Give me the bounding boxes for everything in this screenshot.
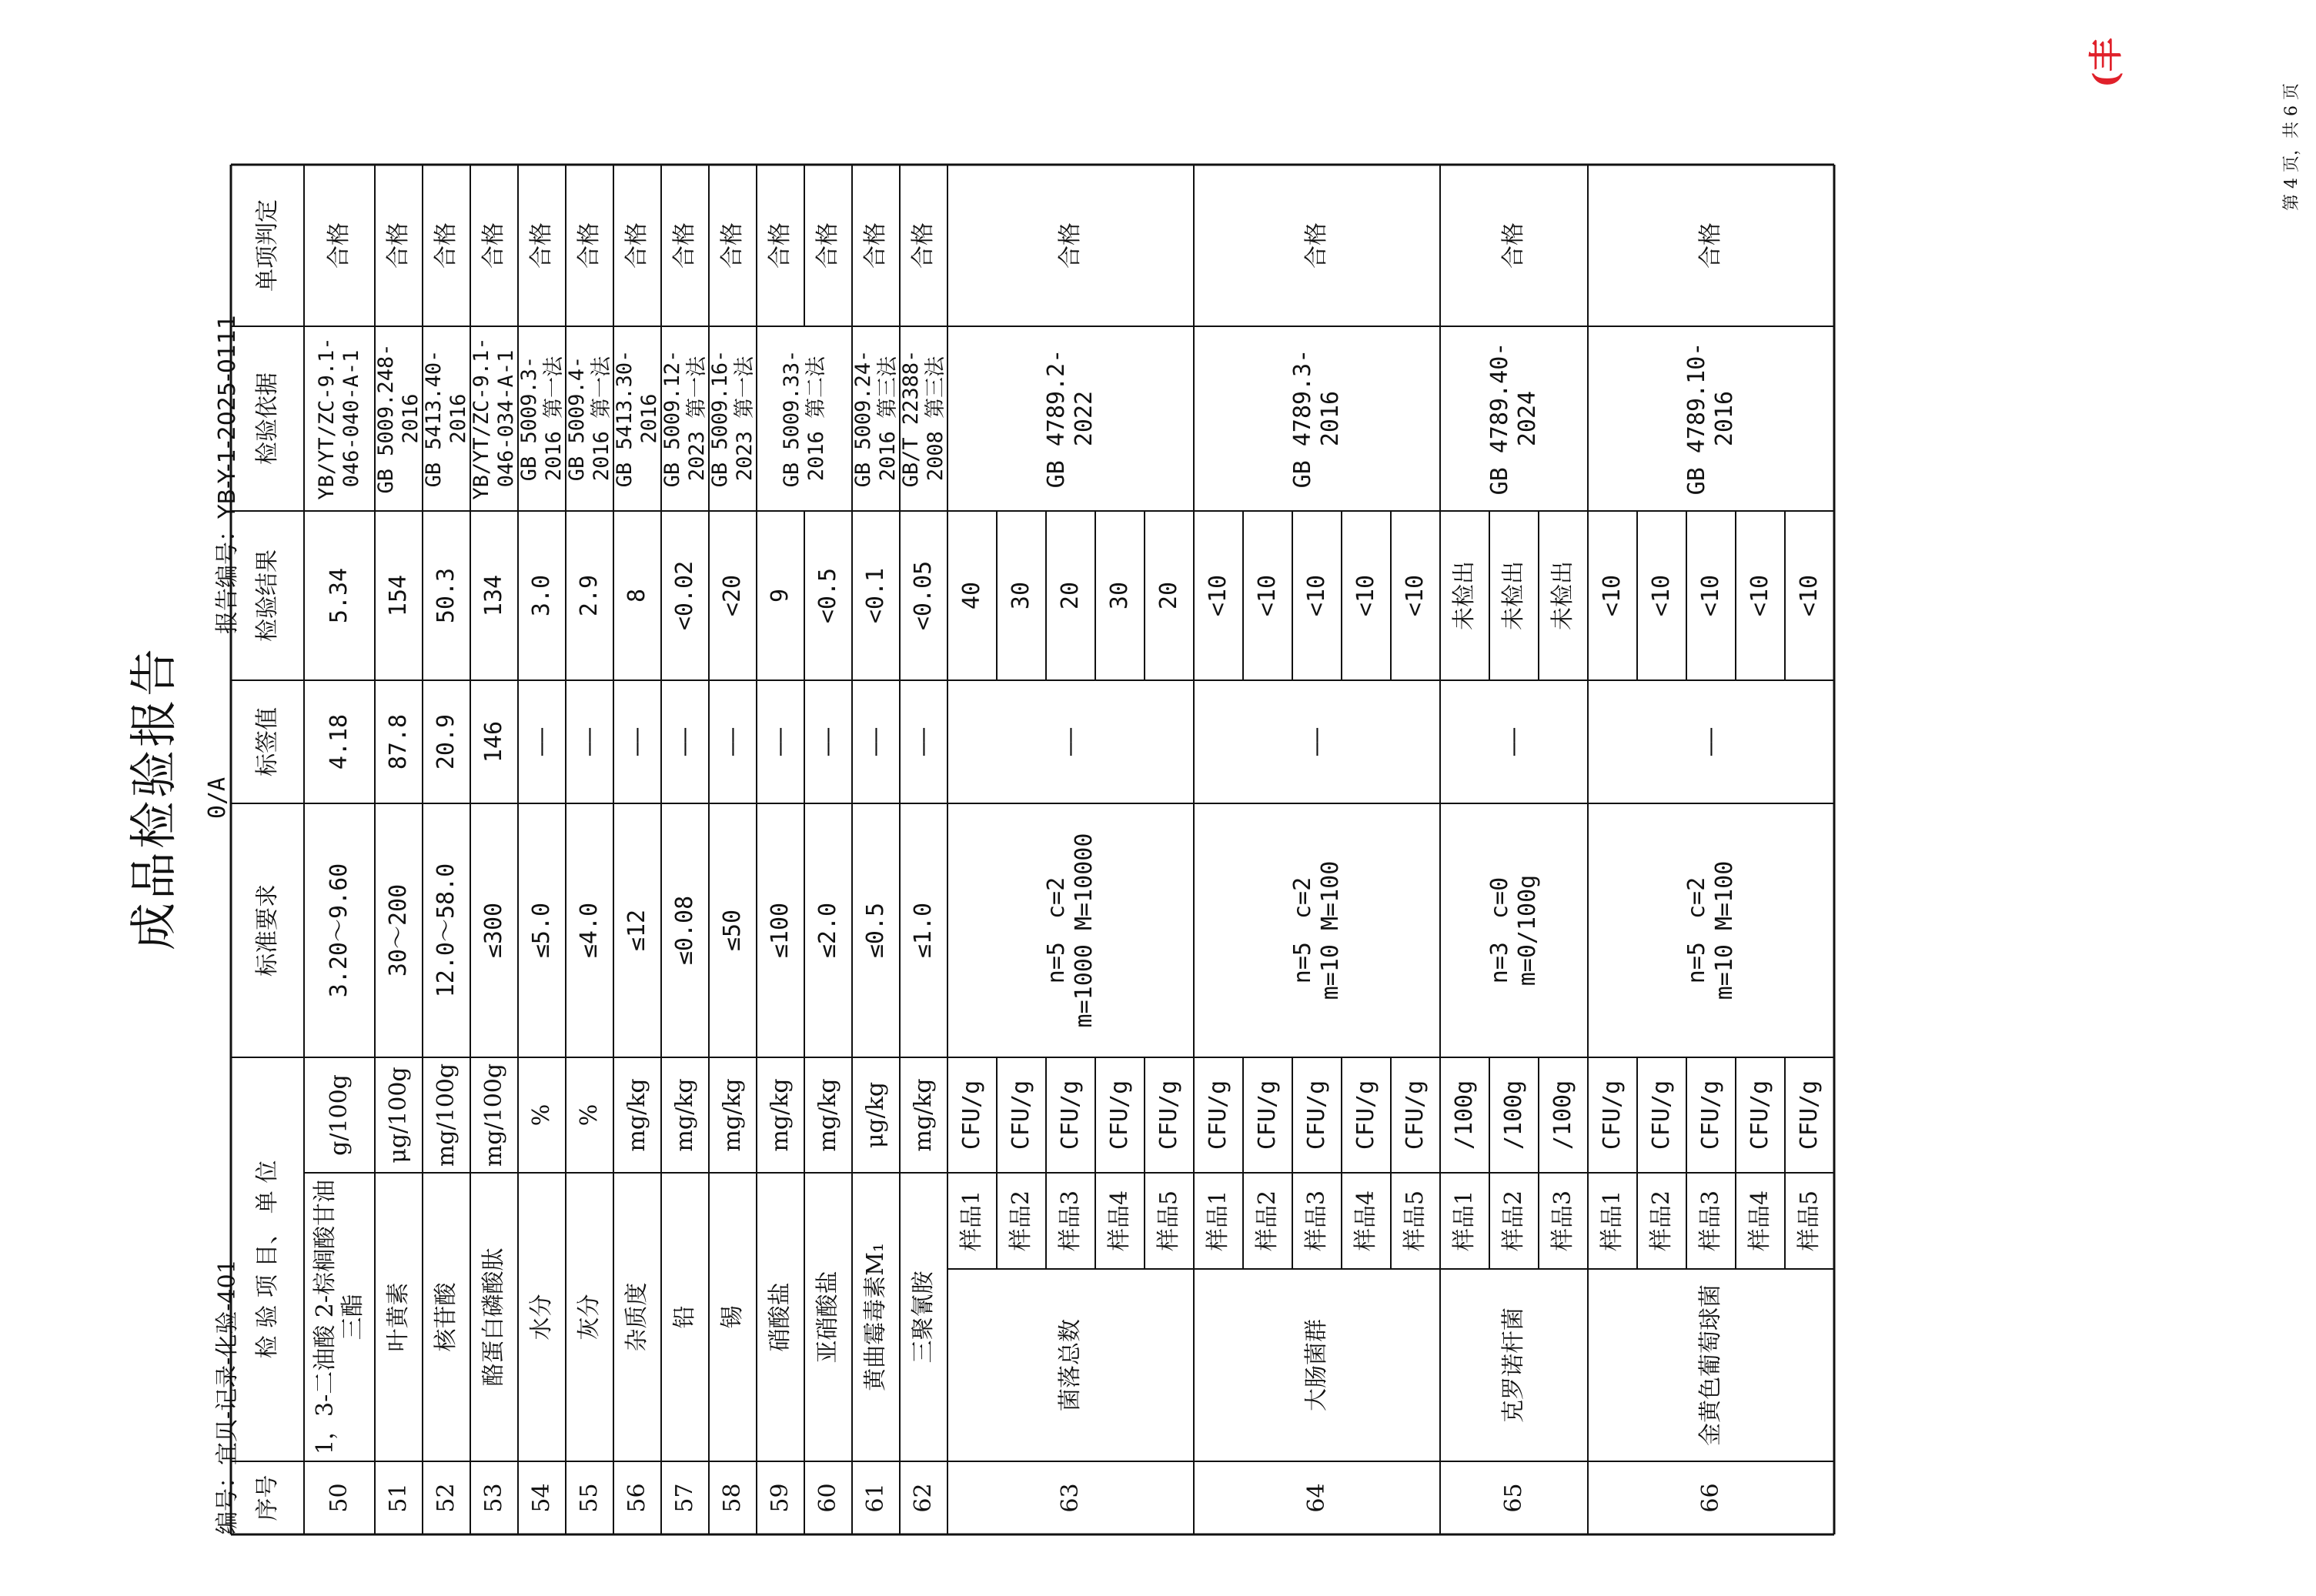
standard-line: n=3 c=0 bbox=[1486, 876, 1513, 984]
standard-requirement: ≤0.5 bbox=[862, 902, 889, 959]
unit-value: % bbox=[576, 1104, 603, 1127]
standard-requirement: ≤0.08 bbox=[671, 895, 698, 966]
item-name: 硝酸盐 bbox=[767, 1282, 794, 1352]
test-method: GB 5413.30-2016 bbox=[612, 349, 661, 488]
judgement: 合格 bbox=[1057, 222, 1084, 269]
unit-value: CFU/g bbox=[1106, 1080, 1133, 1150]
unit-value: CFU/g bbox=[1796, 1080, 1823, 1150]
label-value: 87.8 bbox=[385, 713, 412, 770]
test-method: YB/YT/ZC-9.1-046-040-A-1 bbox=[314, 337, 363, 500]
sample-name: 样品2 bbox=[1648, 1190, 1675, 1252]
sample-name: 样品1 bbox=[958, 1190, 985, 1252]
unit-value: g/100g bbox=[326, 1074, 353, 1156]
test-result: 40 bbox=[958, 581, 985, 610]
standard-requirement: ≤4.0 bbox=[576, 902, 603, 959]
test-result: 未检出 bbox=[1451, 561, 1478, 630]
test-method: GB 4789.3-2016 bbox=[1289, 349, 1344, 489]
label-value: —— bbox=[1697, 727, 1724, 756]
unit-value: CFU/g bbox=[1697, 1080, 1724, 1150]
unit-value: mg/100g bbox=[433, 1063, 460, 1167]
item-name: 黄曲霉毒素M₁ bbox=[862, 1243, 889, 1391]
row-number: 66 bbox=[1697, 1483, 1724, 1513]
column-header: 标准要求 bbox=[253, 884, 281, 977]
row-number: 54 bbox=[528, 1483, 555, 1513]
column-header: 序号 bbox=[253, 1474, 281, 1521]
sample-name: 样品2 bbox=[1254, 1190, 1281, 1252]
test-method: GB 4789.10-2016 bbox=[1683, 342, 1738, 496]
column-header: 单项判定 bbox=[253, 199, 281, 292]
test-result: <10 bbox=[1205, 574, 1232, 617]
standard-requirement bbox=[947, 803, 1194, 1057]
sample-name: 样品4 bbox=[1106, 1190, 1133, 1252]
sample-name: 样品4 bbox=[1746, 1190, 1773, 1252]
sample-name: 样品3 bbox=[1303, 1190, 1330, 1252]
row-number: 63 bbox=[1057, 1483, 1084, 1513]
unit-value: CFU/g bbox=[958, 1080, 985, 1150]
standard-requirement: ≤5.0 bbox=[528, 902, 555, 959]
test-method: GB/T 22388-2008 第三法 bbox=[898, 349, 947, 488]
unit-value: CFU/g bbox=[1155, 1080, 1182, 1150]
unit-value: CFU/g bbox=[1402, 1080, 1429, 1150]
test-method: GB 5009.16-2023 第一法 bbox=[707, 349, 757, 488]
row-number: 65 bbox=[1500, 1483, 1527, 1513]
test-result: 20 bbox=[1057, 581, 1084, 610]
test-result: <10 bbox=[1303, 574, 1330, 617]
unit-value: /100g bbox=[1500, 1080, 1527, 1150]
row-number: 50 bbox=[326, 1483, 353, 1513]
standard-requirement: 3.20～9.60 bbox=[326, 863, 353, 998]
column-header: 检验结果 bbox=[253, 549, 281, 642]
test-result: 2.9 bbox=[576, 574, 603, 617]
test-method: GB 5009.4-2016 第一法 bbox=[564, 356, 613, 482]
judgement: 合格 bbox=[719, 222, 746, 269]
row-number: 58 bbox=[719, 1483, 746, 1513]
test-method: YB/YT/ZC-9.1-046-034-A-1 bbox=[469, 337, 518, 500]
test-result: <0.05 bbox=[910, 560, 937, 631]
judgement: 合格 bbox=[1500, 222, 1527, 269]
judgement: 合格 bbox=[576, 222, 603, 269]
item-name: 菌落总数 bbox=[1057, 1319, 1084, 1411]
unit-value: /100g bbox=[1549, 1080, 1576, 1150]
test-method: GB 5009.24-2016 第三法 bbox=[851, 349, 900, 488]
judgement: 合格 bbox=[623, 222, 650, 269]
test-result: <10 bbox=[1352, 574, 1379, 617]
label-value: —— bbox=[910, 727, 937, 756]
unit-value: CFU/g bbox=[1057, 1080, 1084, 1150]
test-result: 未检出 bbox=[1500, 561, 1527, 630]
test-result: <10 bbox=[1254, 574, 1281, 617]
version-label: 0/A bbox=[204, 776, 231, 820]
test-result: <10 bbox=[1796, 574, 1823, 617]
item-name: 金黄色葡萄球菌 bbox=[1697, 1284, 1724, 1446]
form-code: 编号：宜贝-记录-化验-401 bbox=[214, 1259, 241, 1534]
standard-line: n=5 c=2 bbox=[1043, 876, 1070, 984]
judgement: 合格 bbox=[814, 222, 841, 269]
test-result: <10 bbox=[1402, 574, 1429, 617]
row-number: 62 bbox=[910, 1483, 937, 1513]
unit-value: mg/100g bbox=[480, 1063, 507, 1167]
test-result: <0.1 bbox=[862, 567, 889, 624]
judgement: 合格 bbox=[862, 222, 889, 269]
unit-value: mg/kg bbox=[814, 1078, 841, 1152]
label-value: —— bbox=[623, 727, 650, 756]
document-title: 成品检验报告 bbox=[125, 646, 182, 951]
sample-name: 样品5 bbox=[1796, 1190, 1823, 1252]
standard-requirement: ≤50 bbox=[719, 909, 746, 952]
sample-name: 样品3 bbox=[1697, 1190, 1724, 1252]
standard-requirement: ≤300 bbox=[480, 902, 507, 959]
standard-requirement: ≤100 bbox=[767, 902, 794, 959]
test-method: GB 5009.3-2016 第一法 bbox=[516, 356, 566, 482]
label-value: —— bbox=[1500, 727, 1527, 756]
report-number: 报告编号：YB-Y-1-2025-0111 bbox=[214, 314, 241, 634]
unit-value: /100g bbox=[1451, 1080, 1478, 1150]
standard-requirement bbox=[1194, 803, 1440, 1057]
test-method: GB 4789.40-2024 bbox=[1486, 342, 1541, 496]
column-header: 检 验 项 目、 单 位 bbox=[253, 1160, 281, 1359]
test-result: <10 bbox=[1697, 574, 1724, 617]
page-number: 第 4 页，共 6 页 bbox=[2282, 83, 2301, 211]
sample-name: 样品3 bbox=[1057, 1190, 1084, 1252]
unit-value: CFU/g bbox=[1303, 1080, 1330, 1150]
standard-requirement: ≤1.0 bbox=[910, 902, 937, 959]
stamp-seal: (丰 bbox=[2087, 38, 2126, 88]
unit-value: mg/kg bbox=[623, 1078, 650, 1152]
label-value: 20.9 bbox=[433, 713, 460, 770]
test-result: 8 bbox=[623, 588, 650, 603]
judgement: 合格 bbox=[326, 222, 353, 269]
item-name: 1，3-二油酸 2-棕榈酸甘油三酯 bbox=[312, 1179, 366, 1455]
test-method: GB 5009.33-2016 第二法 bbox=[779, 349, 828, 488]
standard-line: m=10 M=100 bbox=[1317, 860, 1344, 1000]
test-result: 5.34 bbox=[326, 567, 353, 624]
sample-name: 样品1 bbox=[1599, 1190, 1626, 1252]
test-method: GB 5009.248-2016 bbox=[373, 343, 423, 494]
item-name: 杂质度 bbox=[623, 1282, 650, 1352]
column-header: 标签值 bbox=[253, 707, 281, 776]
item-name: 锡 bbox=[719, 1305, 746, 1329]
judgement: 合格 bbox=[1303, 222, 1330, 269]
standard-line: n=5 c=2 bbox=[1289, 876, 1316, 984]
row-number: 60 bbox=[814, 1483, 841, 1513]
row-number: 51 bbox=[385, 1483, 412, 1513]
test-method: GB 5413.40-2016 bbox=[421, 349, 470, 488]
test-result: 20 bbox=[1155, 581, 1182, 610]
item-name: 灰分 bbox=[576, 1294, 603, 1341]
test-result: 134 bbox=[480, 574, 507, 617]
column-header: 检验依据 bbox=[253, 372, 281, 465]
item-name: 三聚氰胺 bbox=[910, 1270, 937, 1364]
standard-line: n=5 c=2 bbox=[1683, 876, 1710, 984]
unit-value: mg/kg bbox=[910, 1078, 937, 1152]
standard-requirement bbox=[1440, 803, 1588, 1057]
item-name: 铅 bbox=[671, 1305, 698, 1329]
test-result: 9 bbox=[767, 588, 794, 603]
standard-line: m=10 M=100 bbox=[1711, 860, 1738, 1000]
sample-name: 样品1 bbox=[1451, 1190, 1478, 1252]
standard-requirement: 30～200 bbox=[385, 883, 412, 977]
test-result: 30 bbox=[1008, 581, 1034, 610]
judgement: 合格 bbox=[433, 222, 460, 269]
standard-requirement bbox=[1588, 803, 1834, 1057]
unit-value: μg/100g bbox=[385, 1067, 412, 1164]
unit-value: μg/kg bbox=[862, 1081, 889, 1149]
sample-name: 样品5 bbox=[1155, 1190, 1182, 1252]
judgement: 合格 bbox=[528, 222, 555, 269]
test-result: <0.5 bbox=[814, 567, 841, 624]
item-name: 亚硝酸盐 bbox=[814, 1270, 841, 1364]
test-result: 50.3 bbox=[433, 567, 460, 624]
unit-value: CFU/g bbox=[1254, 1080, 1281, 1150]
standard-line: m=1000 M=10000 bbox=[1071, 833, 1098, 1028]
unit-value: CFU/g bbox=[1008, 1080, 1034, 1150]
label-value: 4.18 bbox=[326, 713, 353, 770]
row-number: 52 bbox=[433, 1483, 460, 1513]
row-number: 57 bbox=[671, 1483, 698, 1513]
judgement: 合格 bbox=[1697, 222, 1724, 269]
judgement: 合格 bbox=[480, 222, 507, 269]
item-name: 核苷酸 bbox=[433, 1282, 460, 1352]
judgement: 合格 bbox=[671, 222, 698, 269]
row-number: 53 bbox=[480, 1483, 507, 1513]
label-value: —— bbox=[767, 727, 794, 756]
label-value: —— bbox=[576, 727, 603, 756]
unit-value: CFU/g bbox=[1205, 1080, 1232, 1150]
sample-name: 样品1 bbox=[1205, 1190, 1232, 1252]
label-value: —— bbox=[671, 727, 698, 756]
label-value: —— bbox=[528, 727, 555, 756]
label-value: —— bbox=[862, 727, 889, 756]
label-value: —— bbox=[814, 727, 841, 756]
unit-value: % bbox=[528, 1104, 555, 1127]
test-result: 未检出 bbox=[1549, 561, 1576, 630]
row-number: 55 bbox=[576, 1483, 603, 1513]
test-result: 154 bbox=[385, 574, 412, 617]
row-number: 59 bbox=[767, 1483, 794, 1513]
row-number: 56 bbox=[623, 1483, 650, 1513]
judgement: 合格 bbox=[767, 222, 794, 269]
standard-line: m=0/100g bbox=[1514, 874, 1541, 987]
row-number: 64 bbox=[1303, 1483, 1330, 1513]
unit-value: CFU/g bbox=[1352, 1080, 1379, 1150]
test-result: 3.0 bbox=[528, 574, 555, 617]
judgement: 合格 bbox=[910, 222, 937, 269]
test-result: <0.02 bbox=[671, 560, 698, 631]
item-name: 酪蛋白磷酸肽 bbox=[480, 1247, 507, 1387]
label-value: —— bbox=[1057, 727, 1084, 756]
test-result: <10 bbox=[1648, 574, 1675, 617]
item-name: 克罗诺杆菌 bbox=[1500, 1307, 1527, 1423]
test-result: <20 bbox=[719, 574, 746, 617]
unit-value: CFU/g bbox=[1648, 1080, 1675, 1150]
test-method: GB 4789.2-2022 bbox=[1043, 349, 1098, 489]
unit-value: mg/kg bbox=[719, 1078, 746, 1152]
standard-requirement: ≤12 bbox=[623, 909, 650, 952]
item-name: 水分 bbox=[528, 1294, 555, 1341]
item-name: 叶黄素 bbox=[385, 1282, 412, 1352]
item-name: 大肠菌群 bbox=[1303, 1319, 1330, 1411]
standard-requirement: ≤2.0 bbox=[814, 902, 841, 959]
test-result: <10 bbox=[1599, 574, 1626, 617]
standard-requirement: 12.0～58.0 bbox=[433, 863, 460, 998]
test-result: <10 bbox=[1746, 574, 1773, 617]
unit-value: mg/kg bbox=[767, 1078, 794, 1152]
test-result: 30 bbox=[1106, 581, 1133, 610]
judgement: 合格 bbox=[385, 222, 412, 269]
sample-name: 样品2 bbox=[1500, 1190, 1527, 1252]
unit-value: CFU/g bbox=[1599, 1080, 1626, 1150]
label-value: 146 bbox=[480, 720, 507, 763]
test-method: GB 5009.12-2023 第一法 bbox=[660, 349, 709, 488]
label-value: —— bbox=[1303, 727, 1330, 756]
sample-name: 样品5 bbox=[1402, 1190, 1429, 1252]
row-number: 61 bbox=[862, 1483, 889, 1513]
unit-value: CFU/g bbox=[1746, 1080, 1773, 1150]
sample-name: 样品3 bbox=[1549, 1190, 1576, 1252]
unit-value: mg/kg bbox=[671, 1078, 698, 1152]
label-value: —— bbox=[719, 727, 746, 756]
sample-name: 样品2 bbox=[1008, 1190, 1034, 1252]
sample-name: 样品4 bbox=[1352, 1190, 1379, 1252]
